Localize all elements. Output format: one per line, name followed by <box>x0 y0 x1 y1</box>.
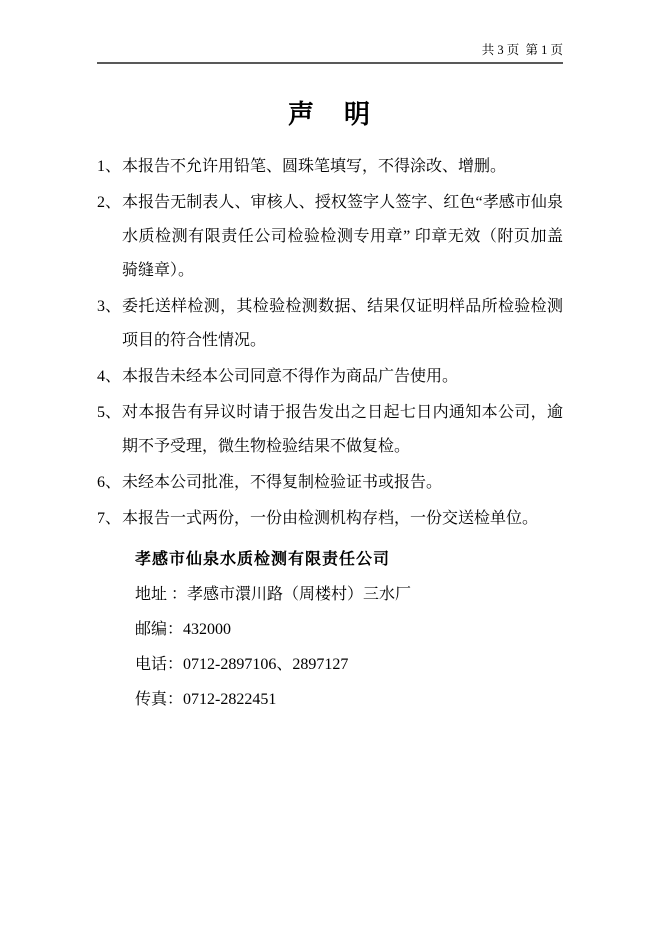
statement-text: 对本报告有异议时请于报告发出之日起七日内通知本公司，逾期不予受理，微生物检验结果不做复检。 <box>122 404 563 455</box>
statement-number: 3、 <box>97 298 122 315</box>
page-header <box>97 42 563 64</box>
statement-text: 委托送样检测，其检验检测数据、结果仅证明样品所检验检测项目的符合性情况。 <box>122 298 563 349</box>
statement-item-3 <box>97 290 563 358</box>
statement-text: 本报告无制表人、审核人、授权签字人签字、红色“孝感市仙泉水质检测有限责任公司检验检测专用章” 印章无效（附页加盖骑缝章）。 <box>122 194 563 279</box>
page-number-indicator: 共 3 页 第 1 页 <box>481 43 563 57</box>
statement-number: 6、 <box>97 474 122 491</box>
phone-label: 电话： <box>135 656 184 673</box>
statement-item-2 <box>97 186 563 288</box>
document-content <box>97 64 563 717</box>
phone-value: 0712-2897106、2897127 <box>183 656 349 673</box>
document-title: 声 明 <box>287 100 372 129</box>
company-phone-line <box>135 647 563 682</box>
fax-label: 传真： <box>135 691 184 708</box>
statement-number: 7、 <box>97 510 122 527</box>
company-fax-line <box>135 682 563 717</box>
statement-text: 本报告未经本公司同意不得作为商品广告使用。 <box>122 368 459 385</box>
postcode-value: 432000 <box>183 621 232 638</box>
statement-number: 4、 <box>97 368 122 385</box>
statement-text: 未经本公司批准，不得复制检验证书或报告。 <box>122 474 443 491</box>
company-postcode-line <box>135 612 563 647</box>
statement-item-1 <box>97 150 563 184</box>
fax-value: 0712-2822451 <box>183 691 277 708</box>
address-value: 孝感市澴川路（周楼村）三水厂 <box>187 586 412 603</box>
statement-item-5 <box>97 396 563 464</box>
statement-text: 本报告一式两份，一份由检测机构存档，一份交送检单位。 <box>122 510 539 527</box>
company-info-block <box>97 542 563 717</box>
statement-number: 1、 <box>97 158 122 175</box>
statement-text: 本报告不允许用铅笔、圆珠笔填写，不得涂改、增删。 <box>122 158 507 175</box>
statement-item-7 <box>97 502 563 536</box>
company-address-line <box>135 577 563 612</box>
postcode-label: 邮编： <box>135 621 184 638</box>
statement-number: 5、 <box>97 404 122 421</box>
statement-list <box>97 150 563 536</box>
statement-number: 2、 <box>97 194 122 211</box>
company-name: 孝感市仙泉水质检测有限责任公司 <box>135 551 391 568</box>
address-label: 地址 ： <box>135 586 188 603</box>
statement-item-4 <box>97 360 563 394</box>
statement-item-6 <box>97 466 563 500</box>
